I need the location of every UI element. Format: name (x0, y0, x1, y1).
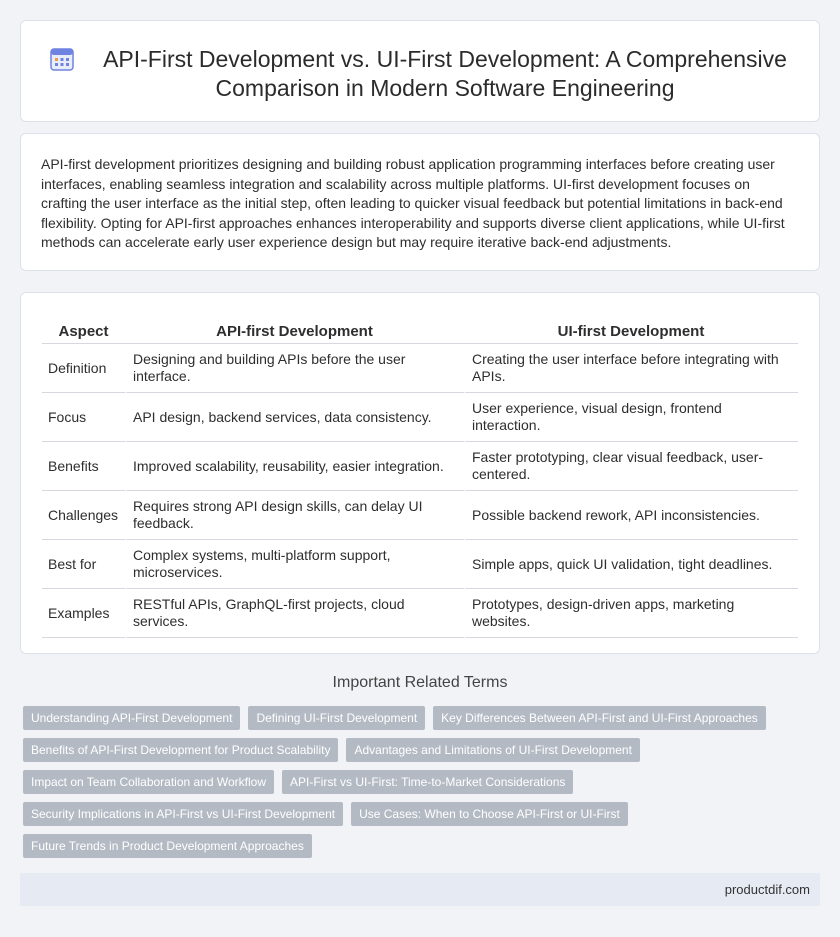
title-card (20, 20, 820, 122)
row-api-first: RESTful APIs, GraphQL-first projects, cloud services. (125, 589, 464, 638)
row-ui-first: Creating the user interface before integrating with APIs. (464, 344, 798, 393)
row-aspect: Best for (42, 540, 125, 589)
related-term-tag[interactable]: API-First vs UI-First: Time-to-Market Considerations (282, 770, 573, 794)
row-aspect: Benefits (42, 442, 125, 491)
related-term-tag[interactable]: Security Implications in API-First vs UI-First Development (23, 802, 343, 826)
related-term-tag[interactable]: Advantages and Limitations of UI-First Development (346, 738, 639, 762)
related-term-tag[interactable]: Understanding API-First Development (23, 706, 240, 730)
header-api-first: API-first Development (125, 314, 464, 344)
row-api-first: Complex systems, multi-platform support, microservices. (125, 540, 464, 589)
related-terms-list (23, 706, 813, 858)
related-term-tag[interactable]: Defining UI-First Development (248, 706, 425, 730)
row-aspect: Examples (42, 589, 125, 638)
footer (20, 873, 820, 906)
table-row (42, 393, 798, 442)
row-ui-first: User experience, visual design, frontend interaction. (464, 393, 798, 442)
table-row (42, 442, 798, 491)
related-term-tag[interactable]: Key Differences Between API-First and UI-First Approaches (433, 706, 766, 730)
header-ui-first: UI-first Development (464, 314, 798, 344)
table-row (42, 540, 798, 589)
row-aspect: Definition (42, 344, 125, 393)
row-ui-first: Prototypes, design-driven apps, marketing websites. (464, 589, 798, 638)
intro-paragraph: API-first development prioritizes designing and building robust application programming interfaces before creating user interfaces, enabling seamless integration and scalability across multiple platforms. UI-first development focuses on crafting the user interface as the initial step, often leading to quicker visual feedback but potential limitations in back-end flexibility. Opting for API-first approaches enhances interoperability and supports diverse client applications, while UI-first methods can accelerate early user experience design but may require iterative back-end adjustments. (41, 156, 785, 251)
related-term-tag[interactable]: Impact on Team Collaboration and Workflow (23, 770, 274, 794)
table-row (42, 344, 798, 393)
table-row (42, 491, 798, 540)
row-api-first: Improved scalability, reusability, easier integration. (125, 442, 464, 491)
table-row (42, 589, 798, 638)
intro-card (20, 133, 820, 271)
related-term-tag[interactable]: Benefits of API-First Development for Product Scalability (23, 738, 338, 762)
row-aspect: Focus (42, 393, 125, 442)
related-term-tag[interactable]: Future Trends in Product Development Approaches (23, 834, 312, 858)
related-terms-heading: Important Related Terms (332, 674, 508, 691)
row-api-first: Designing and building APIs before the user interface. (125, 344, 464, 393)
page-title: API-First Development vs. UI-First Development: A Comprehensive Comparison in Modern Software Engineering (103, 46, 787, 101)
header-aspect: Aspect (42, 314, 125, 344)
row-ui-first: Faster prototyping, clear visual feedback, user-centered. (464, 442, 798, 491)
row-aspect: Challenges (42, 491, 125, 540)
footer-site-link[interactable]: productdif.com (724, 882, 810, 897)
table-header-row (42, 314, 798, 344)
row-api-first: API design, backend services, data consistency. (125, 393, 464, 442)
comparison-card (20, 292, 820, 654)
row-api-first: Requires strong API design skills, can delay UI feedback. (125, 491, 464, 540)
calendar-icon (49, 46, 75, 72)
related-term-tag[interactable]: Use Cases: When to Choose API-First or UI-First (351, 802, 628, 826)
comparison-table (42, 314, 798, 638)
row-ui-first: Possible backend rework, API inconsistencies. (464, 491, 798, 540)
row-ui-first: Simple apps, quick UI validation, tight deadlines. (464, 540, 798, 589)
